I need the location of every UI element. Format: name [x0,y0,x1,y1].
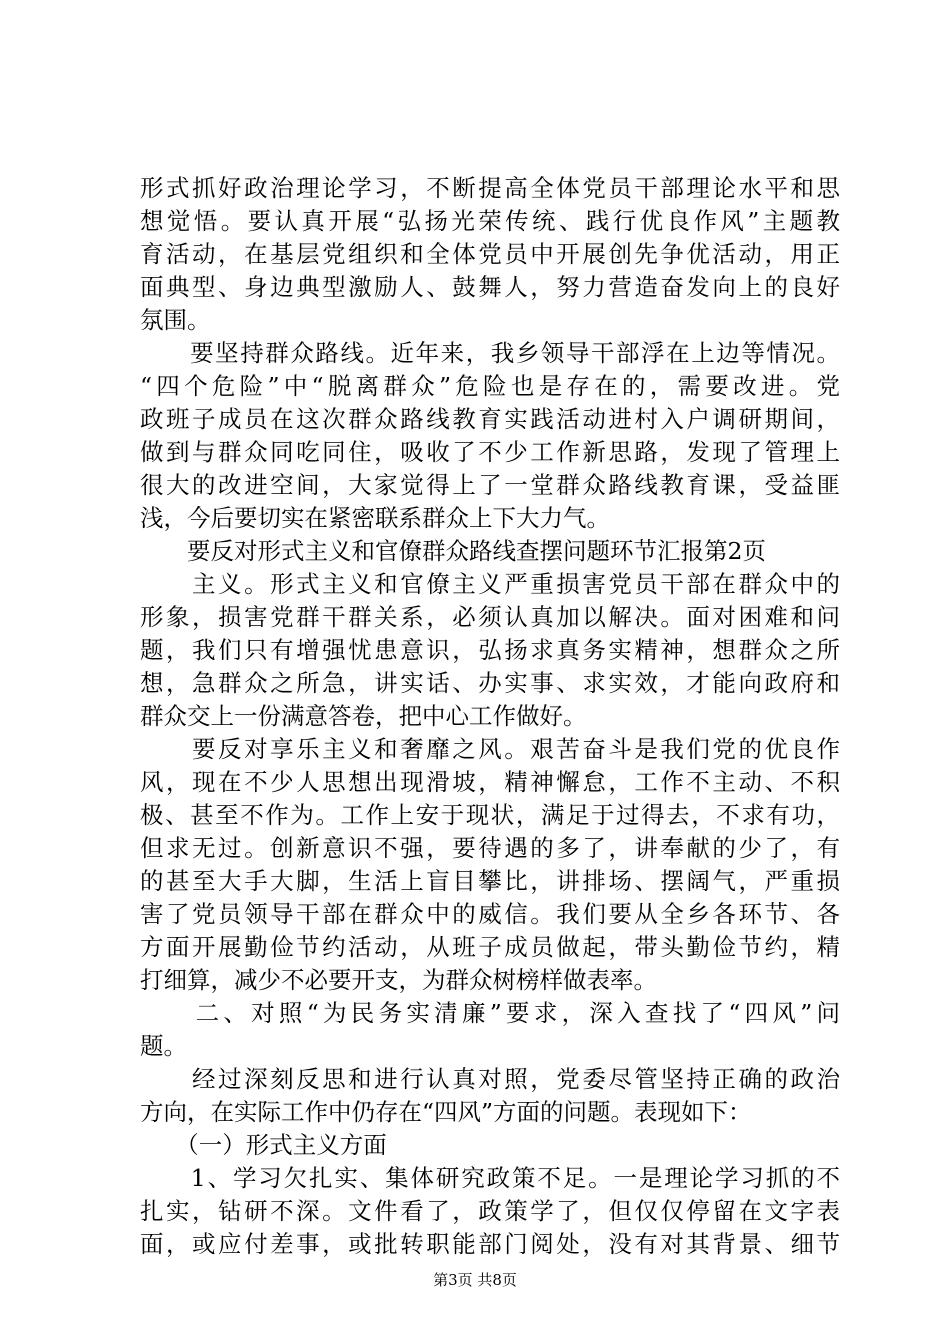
text-line: 题，我们只有增强忧患意识，弘扬求真务实精神，想群众之所 [140,636,840,664]
text-line: 氛围。 [140,306,211,334]
text-line: 主义。形式主义和官僚主义严重损害党员干部在群众中的 [140,570,840,598]
text-line: 形象，损害党群干群关系，必须认真加以解决。面对困难和问 [140,603,840,631]
text-line: 育活动，在基层党组织和全体党员中开展创先争优活动，用正 [140,240,840,268]
text-line: 想，急群众之所急，讲实话、办实事、求实效，才能向政府和 [140,669,840,697]
text-line: 要反对形式主义和官僚群众路线查摆问题环节汇报第2页 [140,537,766,565]
text-line: 浅，今后要切实在紧密联系群众上下大力气。 [140,504,610,532]
text-line: 面典型、身边典型激励人、鼓舞人，努力营造奋发向上的良好 [140,273,840,301]
text-line: 要反对享乐主义和奢靡之风。艰苦奋斗是我们党的优良作 [140,735,840,763]
page-footer: 第3页 共8页 [433,1271,517,1289]
text-line: 政班子成员在这次群众路线教育实践活动进村入户调研期间， [140,405,840,433]
text-line: 打细算，减少不必要开支，为群众树榜样做表率。 [140,966,657,994]
text-line: 很大的改进空间，大家觉得上了一堂群众路线教育课，受益匪 [140,471,840,499]
text-line: “四个危险”中“脱离群众”危险也是存在的，需要改进。党 [140,372,840,400]
text-line: 面，或应付差事，或批转职能部门阅处，没有对其背景、细节 [140,1230,840,1258]
text-line: 群众交上一份满意答卷，把中心工作做好。 [140,702,587,730]
text-line: 扎实，钻研不深。文件看了，政策学了，但仅仅停留在文字表 [140,1197,840,1225]
text-line: 但求无过。创新意识不强，要待遇的多了，讲奉献的少了，有 [140,834,840,862]
text-line: 经过深刻反思和进行认真对照，党委尽管坚持正确的政治 [140,1065,840,1093]
text-line: 形式抓好政治理论学习，不断提高全体党员干部理论水平和思 [140,174,840,202]
text-line: 要坚持群众路线。近年来，我乡领导干部浮在上边等情况。 [140,339,840,367]
text-line: 方面开展勤俭节约活动，从班子成员做起，带头勤俭节约，精 [140,933,840,961]
text-line: 方向，在实际工作中仍存在“四风”方面的问题。表现如下： [140,1098,752,1126]
text-line: 题。 [140,1032,187,1060]
text-line: 的甚至大手大脚，生活上盲目攀比，讲排场、摆阔气，严重损 [140,867,840,895]
text-line: 害了党员领导干部在群众中的威信。我们要从全乡各环节、各 [140,900,840,928]
text-line: 二、对照“为民务实清廉”要求，深入查找了“四风”问 [140,999,840,1027]
text-line: 极、甚至不作为。工作上安于现状，满足于过得去，不求有功， [140,801,840,829]
text-line: 风，现在不少人思想出现滑坡，精神懈怠，工作不主动、不积 [140,768,840,796]
text-line: 1、学习欠扎实、集体研究政策不足。一是理论学习抓的不 [140,1164,840,1192]
text-line: 想觉悟。要认真开展“弘扬光荣传统、践行优良作风”主题教 [140,207,840,235]
document-body [140,172,840,1261]
text-line: （一）形式主义方面 [140,1131,387,1159]
text-line: 做到与群众同吃同住，吸收了不少工作新思路，发现了管理上 [140,438,840,466]
